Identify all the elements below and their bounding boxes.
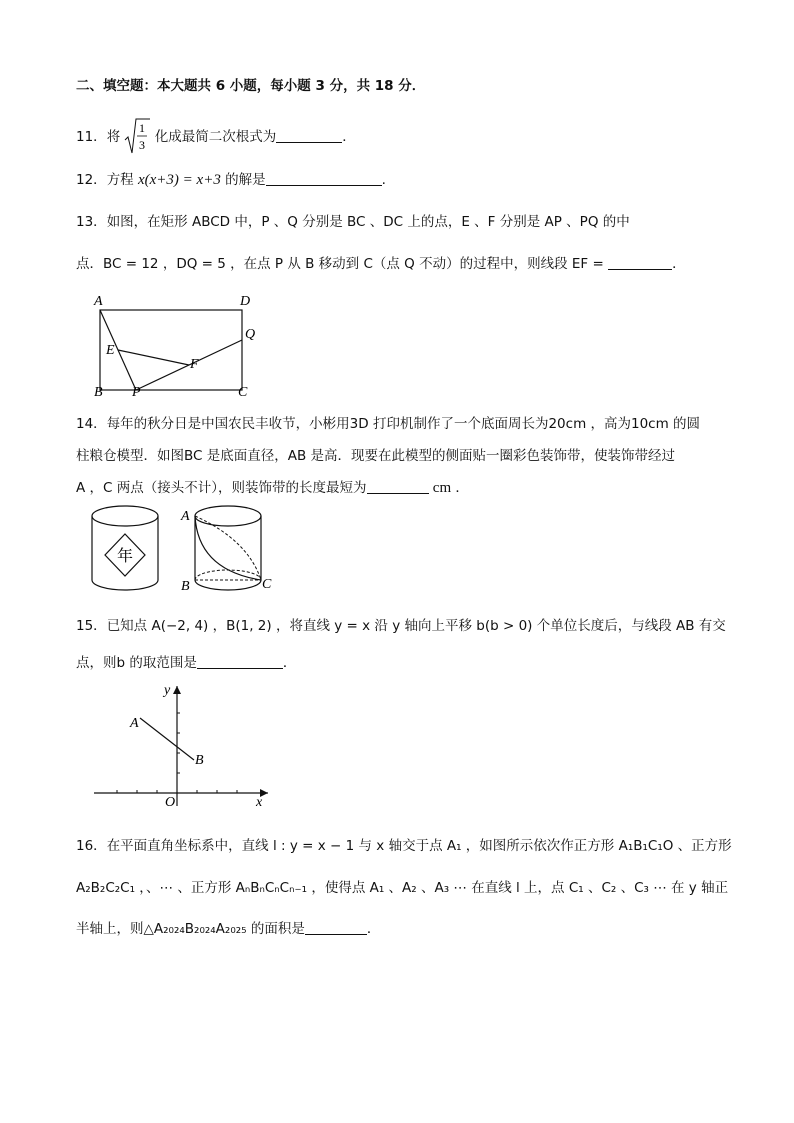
question-14-line-3 [76,478,469,498]
label-F: F [190,357,199,372]
question-16-line-3 [76,919,380,939]
section-heading: 二、填空题：本大题共 6 小题，每小题 3 分，共 18 分． [76,78,426,94]
q13-line2: 点．BC = 12 ，DQ = 5 ，在点 P 从 B 移动到 C（点 Q 不动）的过程中，则线段 EF = [76,256,604,272]
cylinder-figures [88,500,278,600]
q12-end: . [381,172,386,188]
q14-line2: 柱粮仓模型．如图BC 是底面直径，AB 是高．现要在此模型的侧面贴一圈彩色装饰带，使装饰带经过 [76,448,676,464]
q12-post: 的解是 [225,172,266,188]
coordinate-figure [88,680,278,810]
question-number: 15． [76,618,107,634]
q14-end: ． [455,480,469,496]
answer-blank[interactable] [608,255,672,270]
answer-blank[interactable] [305,920,367,935]
answer-blank[interactable] [266,171,382,186]
question-14-line-2 [76,446,675,466]
q12-text: 方程 [106,172,134,188]
question-16-line-1 [76,836,732,856]
q15-line1: 已知点 A(−2, 4) ，B(1, 2) ，将直线 y = x 沿 y 轴向上平移 b(b > 0) 个单位长度后，与线段 AB 有交 [106,618,726,634]
label-C: C [238,385,248,400]
question-15-line-1 [76,616,726,636]
q11-post: 化成最简二次根式为 [154,129,277,145]
label-D: D [240,294,251,309]
label-P: P [132,385,141,400]
q16-line3: 半轴上，则△A₂₀₂₄B₂₀₂₄A₂₀₂₅ 的面积是 [76,921,305,937]
q14-line1: 每年的秋分日是中国农民丰收节，小彬用3D 打印机制作了一个底面周长为20cm ，高为10cm 的圆 [106,416,701,432]
question-number: 14． [76,416,107,432]
q11-pre: 将 [106,129,121,145]
label-B: B [181,579,190,594]
label-B: B [94,385,103,400]
sqrt-fraction [124,118,150,156]
q13-end: ． [672,256,686,272]
q11-end: ． [342,129,356,145]
label-A: A [94,294,103,309]
question-11 [76,118,356,156]
answer-blank[interactable] [367,479,429,494]
emblem-char: 年 [117,548,134,565]
frac-numerator: 1 [139,121,146,135]
label-B: B [195,753,204,768]
answer-blank[interactable] [276,128,342,143]
question-14-line-1 [76,414,700,434]
label-C: C [262,577,272,592]
q14-line3: A ，C 两点（接头不计），则装饰带的长度最短为 [76,480,367,496]
question-number: 13． [76,214,107,230]
question-number: 11． [76,129,107,145]
question-12 [76,170,386,190]
label-A: A [130,716,139,731]
label-E: E [106,343,115,358]
question-15-line-2 [76,653,296,673]
label-y: y [164,683,171,698]
q16-end: ． [366,921,381,937]
label-A: A [181,509,190,524]
q15-line2: 点，则b 的取范围是 [76,655,197,671]
question-number: 12． [76,172,107,188]
q15-end: ． [282,655,297,671]
question-16-line-2 [76,878,728,898]
question-13-line-1 [76,212,630,232]
segment-AB [140,718,194,760]
q12-equation: x(x+3) = x+3 [137,172,221,188]
unit-cm: cm [432,480,452,496]
q16-line2: A₂B₂C₂C₁ ，、⋯ 、正方形 AₙBₙCₙCₙ₋₁ ，使得点 A₁ 、A₂ 、A₃ ⋯ 在直线 l 上，点 C₁ 、C₂ 、C₃ ⋯ 在 y 轴正 [76,880,729,896]
label-O: O [165,795,176,810]
answer-blank[interactable] [197,654,283,669]
q16-line1: 在平面直角坐标系中，直线 l : y = x − 1 与 x 轴交于点 A₁ ，如图所示依次作正方形 A₁B₁C₁O 、正方形 [106,838,732,854]
label-Q: Q [245,327,256,342]
question-13-line-2 [76,254,686,274]
frac-denominator: 3 [139,138,146,152]
label-x: x [256,795,263,810]
question-number: 16． [76,838,107,854]
rectangle-figure [88,290,263,400]
q13-line1: 如图，在矩形 ABCD 中，P 、Q 分别是 BC 、DC 上的点，E 、F 分别是 AP 、PQ 的中 [106,214,630,230]
